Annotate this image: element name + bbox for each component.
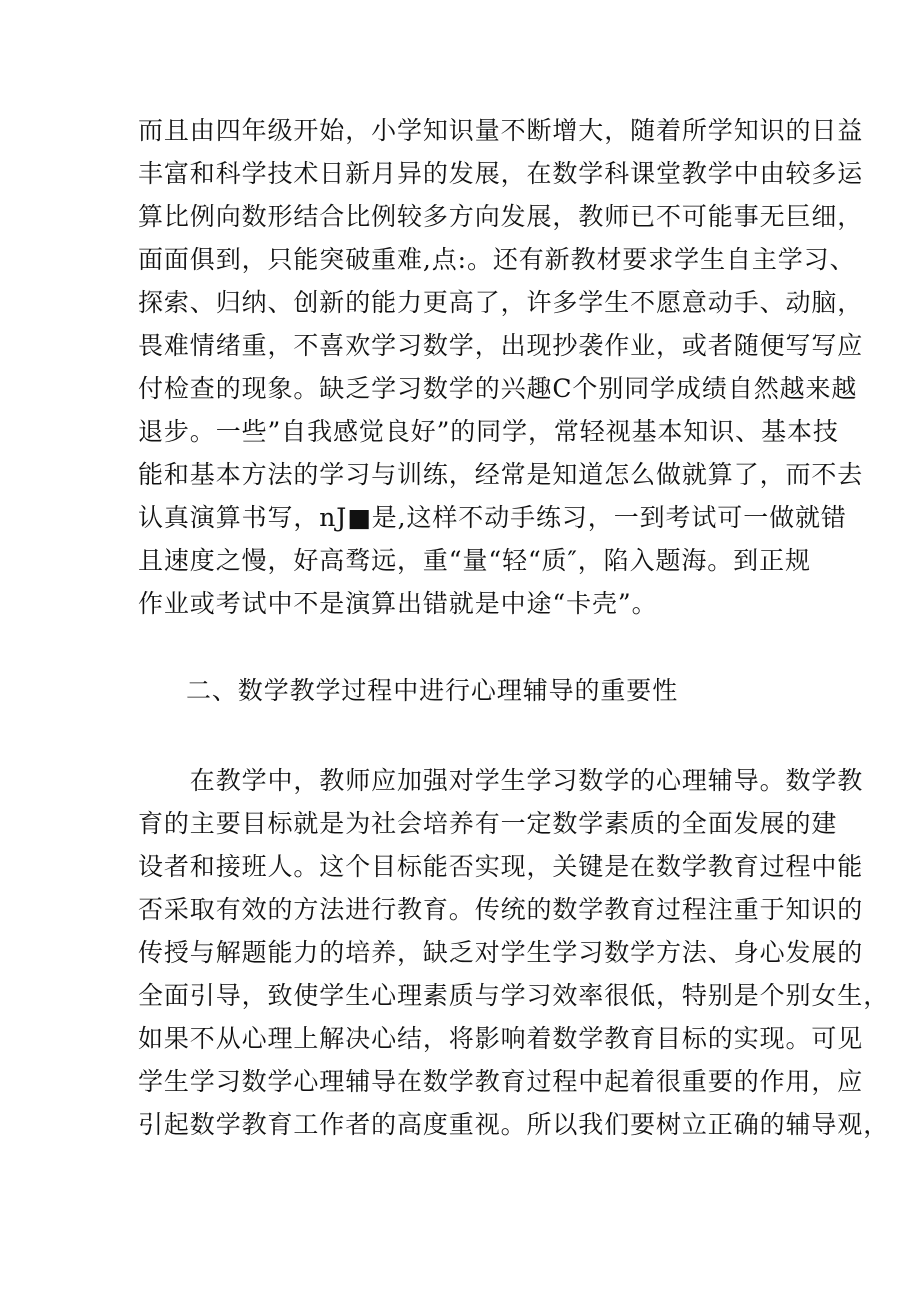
paragraph-line: 引起数学教育工作者的高度重视。所以我们要树立正确的辅导观， [138,1110,890,1139]
paragraph-line: 否采取有效的方法进行教育。传统的数学教育过程注重于知识的 [138,895,864,924]
paragraph-line: 在教学中，教师应加强对学生学习数学的心理辅导。数学教 [138,766,864,795]
paragraph-line: 而且由四年级开始，小学知识量不断增大，随着所学知识的日益 [138,116,864,145]
paragraph-line: 全面引导，致使学生心理素质与学习效率很低，特别是个别女生， [138,981,890,1010]
paragraph-line: 算比例向数形结合比例较多方向发展，教师已不可能事无巨细， [138,202,864,231]
paragraph-line: 如果不从心理上解决心结，将影响着数学教育目标的实现。可见 [138,1024,864,1053]
paragraph-line: 设者和接班人。这个目标能否实现，关键是在数学教育过程中能 [138,852,864,881]
paragraph-line: 育的主要目标就是为社会培养有一定数学素质的全面发展的建 [138,809,838,838]
paragraph-line: 学生学习数学心理辅导在数学教育过程中起着很重要的作用，应 [138,1067,864,1096]
section-heading: 二、数学教学过程中进行心理辅导的重要性 [186,676,679,705]
paragraph-line: 付检查的现象。缺乏学习数学的兴趣C个别同学成绩自然越来越 [138,374,858,403]
paragraph-line: 传授与解题能力的培养，缺乏对学生学习数学方法、身心发展的 [138,938,864,967]
paragraph-line: 退步。一些”自我感觉良好”的同学，常轻视基本知识、基本技 [138,417,839,446]
paragraph-line: 能和基本方法的学习与训练，经常是知道怎么做就算了，而不去 [138,460,864,489]
paragraph-line: 畏难情绪重，不喜欢学习数学，出现抄袭作业，或者随便写写应 [138,331,864,360]
paragraph-line: 且速度之慢，好高骛远，重“量“轻“质″，陷入题海。到正规 [138,546,811,575]
paragraph-line: 作业或考试中不是演算出错就是中途“卡壳”。 [138,589,658,618]
paragraph-line: 认真演算书写，nJ■是,这样不动手练习，一到考试可一做就错 [138,503,847,532]
paragraph-line: 探索、归纳、创新的能力更高了，许多学生不愿意动手、动脑， [138,288,864,317]
paragraph-line: 丰富和科学技术日新月异的发展，在数学科课堂教学中由较多运 [138,159,864,188]
paragraph-line: 面面俱到，只能突破重难,点:。还有新教材要求学生自主学习、 [138,245,856,274]
